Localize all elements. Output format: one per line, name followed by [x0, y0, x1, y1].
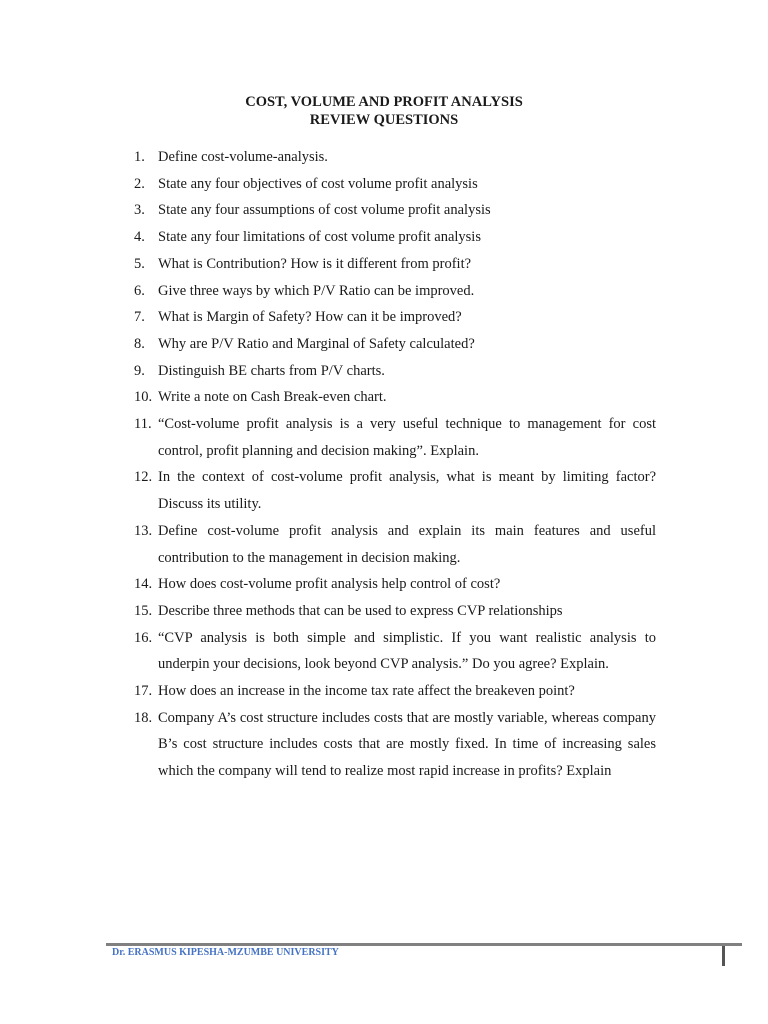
item-text: How does an increase in the income tax rate affect the breakeven point?: [158, 683, 575, 700]
footer-divider: [106, 943, 742, 946]
item-number: 3.: [134, 202, 145, 219]
list-item: [134, 331, 656, 358]
item-number: 16.: [134, 629, 153, 646]
item-text: State any four objectives of cost volume profit analysis: [158, 175, 478, 192]
list-item: [134, 678, 656, 705]
list-item: [134, 571, 656, 598]
item-number: 5.: [134, 255, 145, 272]
item-number: 7.: [134, 309, 145, 326]
footer-author: Dr. ERASMUS KIPESHA-MZUMBE UNIVERSITY: [112, 947, 339, 958]
item-text: State any four assumptions of cost volume profit analysis: [158, 202, 491, 219]
list-item: [134, 358, 656, 385]
item-text: “Cost-volume profit analysis is a very useful technique to management for cost control, profit planning and decision making”. Explain.: [158, 416, 656, 459]
list-item: [134, 518, 656, 571]
item-text: In the context of cost-volume profit analysis, what is meant by limiting factor? Discuss its utility.: [158, 469, 656, 513]
list-item: [134, 224, 656, 251]
item-text: How does cost-volume profit analysis help control of cost?: [158, 576, 501, 593]
item-number: 1.: [134, 149, 145, 165]
item-number: 12.: [134, 469, 153, 486]
list-item: [134, 197, 656, 224]
item-number: 8.: [134, 335, 145, 352]
item-text: Write a note on Cash Break-even chart.: [158, 389, 387, 406]
item-number: 17.: [134, 683, 153, 700]
list-item: [134, 278, 656, 305]
item-text: Why are P/V Ratio and Marginal of Safety calculated?: [158, 335, 475, 352]
list-item: [134, 705, 656, 785]
list-item: [134, 598, 656, 625]
list-item: [134, 411, 656, 464]
list-item: [134, 464, 656, 517]
list-item: [134, 171, 656, 198]
page-subtitle: REVIEW QUESTIONS: [309, 112, 459, 128]
item-number: 2.: [134, 175, 145, 192]
list-item: [134, 144, 656, 171]
page-title: COST, VOLUME AND PROFIT ANALYSIS: [245, 94, 523, 110]
question-list: [134, 144, 656, 785]
list-item: [134, 384, 656, 411]
list-item: [134, 304, 656, 331]
item-text: What is Margin of Safety? How can it be improved?: [158, 309, 462, 326]
item-text: Distinguish BE charts from P/V charts.: [158, 362, 385, 379]
item-text: State any four limitations of cost volume profit analysis: [158, 229, 481, 246]
list-item: [134, 251, 656, 278]
item-number: 4.: [134, 229, 145, 246]
item-number: 14.: [134, 576, 153, 593]
item-text: Company A’s cost structure includes costs that are mostly variable, whereas company B’s cost structure includes costs that are mostly fixed. In time of increasing sales which the company will tend to realize most rapid increase in profits? Explain: [158, 709, 656, 780]
item-number: 10.: [134, 389, 153, 406]
item-text: Give three ways by which P/V Ratio can be improved.: [158, 282, 475, 299]
footer-divider-tick: [722, 946, 725, 966]
item-number: 15.: [134, 602, 153, 619]
item-number: 18.: [134, 709, 153, 726]
item-text: Define cost-volume-analysis.: [158, 149, 328, 165]
item-number: 13.: [134, 522, 153, 539]
item-text: Define cost-volume profit analysis and explain its main features and useful contribution to the management in decision making.: [158, 522, 656, 566]
item-number: 9.: [134, 362, 145, 379]
item-text: “CVP analysis is both simple and simplistic. If you want realistic analysis to underpin your decisions, look beyond CVP analysis.” Do you agree? Explain.: [158, 629, 656, 673]
item-text: What is Contribution? How is it different from profit?: [158, 255, 472, 272]
item-number: 6.: [134, 282, 145, 299]
item-number: 11.: [134, 416, 152, 433]
list-item: [134, 625, 656, 678]
item-text: Describe three methods that can be used to express CVP relationships: [158, 602, 563, 619]
